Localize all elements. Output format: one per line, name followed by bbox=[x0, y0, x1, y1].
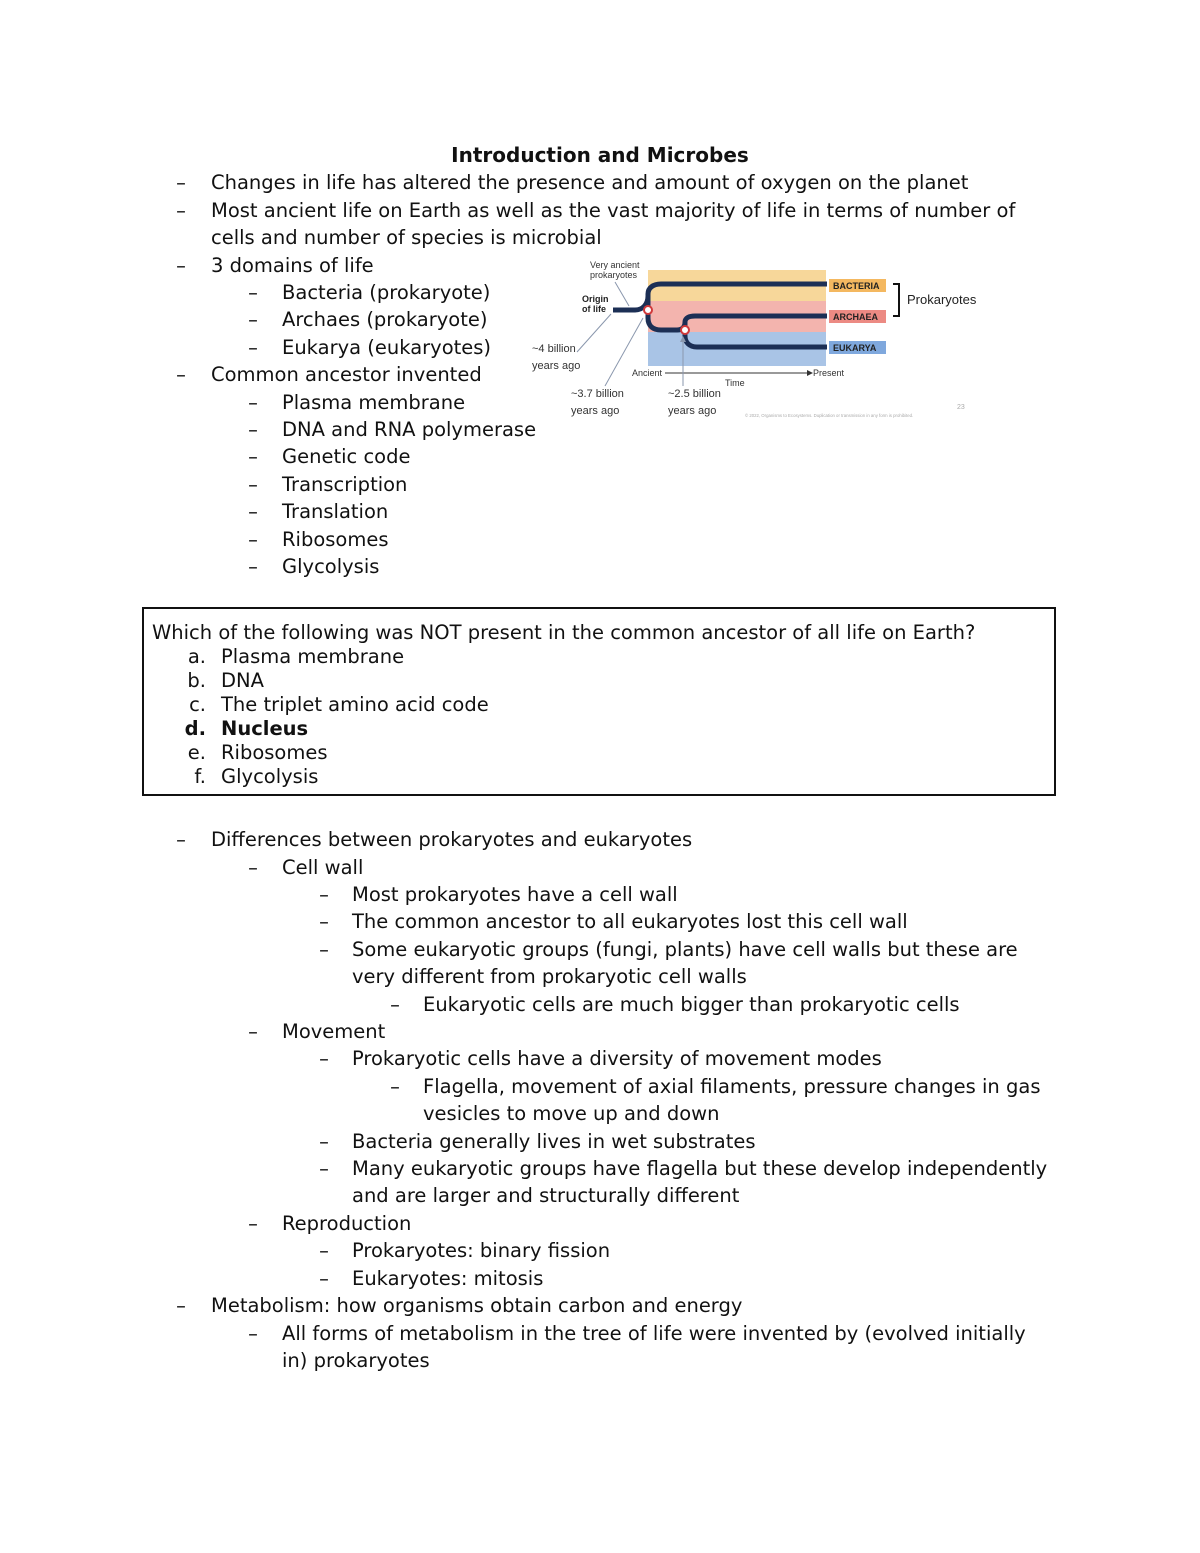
list-item: Eukaryotes: mitosis bbox=[352, 1267, 544, 1290]
question-prompt: Which of the following was NOT present in the common ancestor of all life on Earth? bbox=[152, 621, 976, 644]
bullet-dash: – bbox=[390, 1075, 400, 1098]
present-axis-label: Present bbox=[813, 368, 845, 378]
list-item: Eukarya (eukaryotes) bbox=[282, 336, 492, 359]
divergence-node bbox=[644, 306, 652, 314]
list-item: Prokaryotes: binary fission bbox=[352, 1239, 611, 1262]
list-item-continued: cells and number of species is microbial bbox=[211, 226, 602, 249]
list-item: Archaes (prokaryote) bbox=[282, 308, 488, 331]
list-item: Glycolysis bbox=[282, 555, 380, 578]
bullet-dash: – bbox=[319, 1130, 329, 1153]
list-item: Changes in life has altered the presence and amount of oxygen on the planet bbox=[211, 171, 969, 194]
bullet-dash: – bbox=[176, 1294, 186, 1317]
bullet-dash: – bbox=[248, 391, 258, 414]
page-title: Introduction and Microbes bbox=[451, 143, 749, 167]
list-item: Plasma membrane bbox=[282, 391, 466, 414]
list-item: Genetic code bbox=[282, 445, 411, 468]
bullet-dash: – bbox=[248, 308, 258, 331]
tree-of-life-figure bbox=[525, 256, 995, 426]
bullet-dash: – bbox=[248, 528, 258, 551]
list-item-continued: and are larger and structurally different bbox=[352, 1184, 740, 1207]
option-text: DNA bbox=[221, 669, 264, 692]
bacteria-label: BACTERIA bbox=[833, 281, 880, 291]
copyright-text: © 2022, Organisms to Ecosystems. Duplication or transmission in any form is prohibited. bbox=[745, 413, 914, 418]
list-item: 3 domains of life bbox=[211, 254, 374, 277]
archaea-label: ARCHAEA bbox=[833, 312, 878, 322]
bullet-dash: – bbox=[248, 336, 258, 359]
bullet-dash: – bbox=[248, 281, 258, 304]
bullet-dash: – bbox=[248, 555, 258, 578]
list-item: Reproduction bbox=[282, 1212, 412, 1235]
bullet-dash: – bbox=[248, 1212, 258, 1235]
bullet-dash: – bbox=[319, 938, 329, 961]
bullet-dash: – bbox=[390, 993, 400, 1016]
list-item: Common ancestor invented bbox=[211, 363, 482, 386]
billion4-label: years ago bbox=[532, 360, 581, 372]
prokaryotes-bracket bbox=[893, 284, 899, 316]
bullet-dash: – bbox=[248, 500, 258, 523]
billion4-label: ~4 billion bbox=[532, 343, 576, 355]
list-item: DNA and RNA polymerase bbox=[282, 418, 537, 441]
bullet-dash: – bbox=[319, 1047, 329, 1070]
option-text: Glycolysis bbox=[221, 765, 319, 788]
ancient-axis-label: Ancient bbox=[632, 368, 663, 378]
pointer-line bbox=[615, 282, 629, 306]
billion37-label: ~3.7 billion bbox=[571, 388, 624, 400]
bullet-dash: – bbox=[248, 1020, 258, 1043]
origin-label: of life bbox=[582, 304, 606, 314]
option-letter: b. bbox=[187, 669, 206, 692]
bullet-dash: – bbox=[176, 171, 186, 194]
list-item: Many eukaryotic groups have flagella but these develop independently bbox=[352, 1157, 1048, 1180]
eukarya-label: EUKARYA bbox=[833, 343, 877, 353]
option-text: Plasma membrane bbox=[221, 645, 405, 668]
pointer-line bbox=[577, 314, 611, 352]
list-item: Translation bbox=[282, 500, 389, 523]
option-letter: a. bbox=[187, 645, 206, 668]
option-letter: c. bbox=[189, 693, 206, 716]
bullet-dash: – bbox=[248, 473, 258, 496]
list-item: Eukaryotic cells are much bigger than prokaryotic cells bbox=[423, 993, 960, 1016]
billion25-label: years ago bbox=[668, 405, 717, 417]
list-item: Most ancient life on Earth as well as the vast majority of life in terms of number of bbox=[211, 199, 1016, 222]
bullet-dash: – bbox=[248, 418, 258, 441]
list-item: Ribosomes bbox=[282, 528, 389, 551]
bullet-dash: – bbox=[319, 1239, 329, 1262]
prokaryotes-label: Prokaryotes bbox=[907, 292, 977, 307]
list-item-continued: vesicles to move up and down bbox=[423, 1102, 720, 1125]
bullet-dash: – bbox=[176, 254, 186, 277]
divergence-node bbox=[681, 326, 689, 334]
list-item: Movement bbox=[282, 1020, 386, 1043]
option-text: Nucleus bbox=[221, 717, 309, 740]
time-axis-label: Time bbox=[725, 378, 745, 388]
list-item: Most prokaryotes have a cell wall bbox=[352, 883, 678, 906]
option-letter: e. bbox=[187, 741, 206, 764]
list-item: Some eukaryotic groups (fungi, plants) have cell walls but these are bbox=[352, 938, 1018, 961]
bullet-dash: – bbox=[248, 445, 258, 468]
list-item: The common ancestor to all eukaryotes lost this cell wall bbox=[352, 910, 908, 933]
option-text: Ribosomes bbox=[221, 741, 328, 764]
slide-number: 23 bbox=[957, 404, 965, 411]
option-letter: f. bbox=[194, 765, 206, 788]
list-item-continued: in) prokaryotes bbox=[282, 1349, 430, 1372]
bullet-dash: – bbox=[319, 883, 329, 906]
bullet-dash: – bbox=[176, 363, 186, 386]
list-item: Transcription bbox=[282, 473, 408, 496]
billion25-label: ~2.5 billion bbox=[668, 388, 721, 400]
list-item-continued: very different from prokaryotic cell walls bbox=[352, 965, 747, 988]
list-item: Bacteria generally lives in wet substrates bbox=[352, 1130, 756, 1153]
bullet-dash: – bbox=[176, 828, 186, 851]
list-item: Metabolism: how organisms obtain carbon and energy bbox=[211, 1294, 743, 1317]
billion37-label: years ago bbox=[571, 405, 620, 417]
list-item: Cell wall bbox=[282, 856, 364, 879]
bullet-dash: – bbox=[248, 1322, 258, 1345]
option-letter: d. bbox=[184, 717, 206, 740]
very-ancient-label: Very ancient bbox=[590, 260, 640, 270]
bullet-dash: – bbox=[319, 1157, 329, 1180]
list-item: Differences between prokaryotes and eukaryotes bbox=[211, 828, 693, 851]
option-text: The triplet amino acid code bbox=[221, 693, 489, 716]
list-item: Prokaryotic cells have a diversity of movement modes bbox=[352, 1047, 882, 1070]
origin-label: Origin bbox=[582, 294, 609, 304]
bullet-dash: – bbox=[176, 199, 186, 222]
bullet-dash: – bbox=[248, 856, 258, 879]
list-item: Bacteria (prokaryote) bbox=[282, 281, 491, 304]
bullet-dash: – bbox=[319, 910, 329, 933]
list-item: All forms of metabolism in the tree of life were invented by (evolved initially bbox=[282, 1322, 1026, 1345]
very-ancient-label: prokaryotes bbox=[590, 270, 638, 280]
bullet-dash: – bbox=[319, 1267, 329, 1290]
list-item: Flagella, movement of axial filaments, pressure changes in gas bbox=[423, 1075, 1041, 1098]
